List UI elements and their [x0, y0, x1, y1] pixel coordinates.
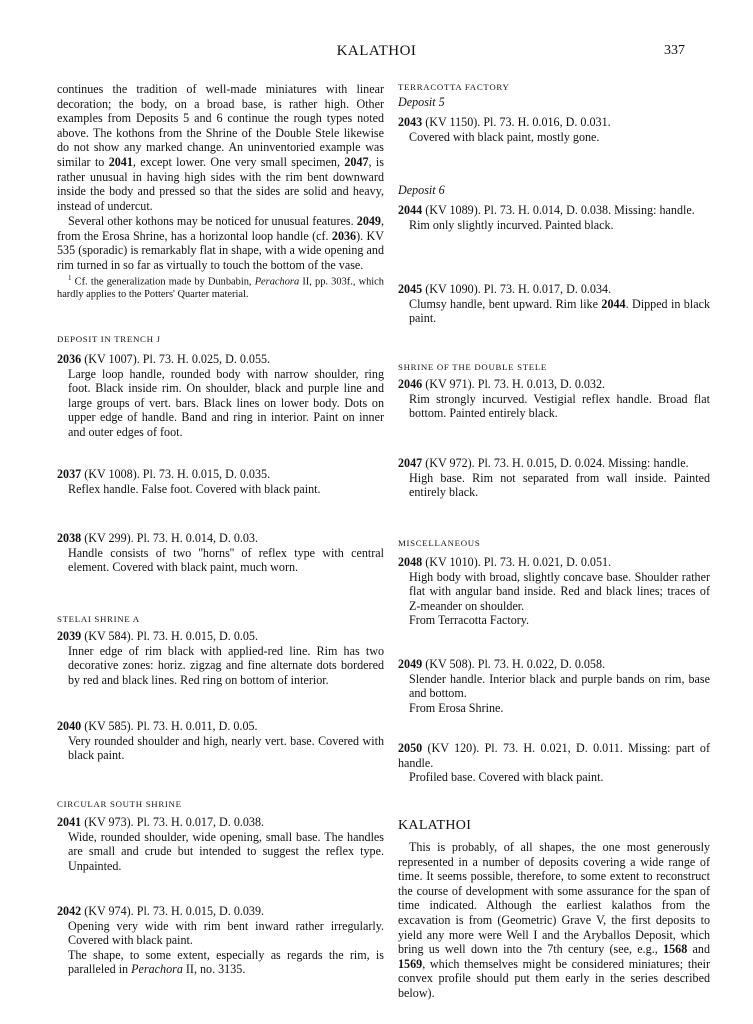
footnote-mark: 1	[68, 274, 72, 282]
entry-number: 2040	[57, 719, 82, 733]
entry-description: Rim strongly incurved. Vestigial reflex handle. Broad flat bottom. Painted entirely black.	[409, 391, 710, 421]
entry-description: Reflex handle. False foot. Covered with black paint.	[68, 481, 321, 496]
entry-description: High body with broad, slightly concave base. Shoulder rather flat with angular band inside. Red and black lines; traces of Z-meander on shoulder.	[409, 569, 710, 613]
entry-provenance: From Erosa Shrine.	[409, 700, 504, 715]
catalogue-entry-2041: 2041 (KV 973). Pl. 73. H. 0.017, D. 0.038. Wide, rounded shoulder, wide opening, small base. The handles are small and crude but intended to suggest the reflex type. Unpainted.	[57, 815, 384, 873]
catalogue-entry-2045: 2045 (KV 1090). Pl. 73. H. 0.017, D. 0.034. Clumsy handle, bent upward. Rim like 2044. Dipped in black paint.	[398, 282, 711, 326]
entry-description: Profiled base. Covered with black paint.	[409, 770, 604, 785]
catalogue-entry-2050: 2050 (KV 120). Pl. 73. H. 0.021, D. 0.011. Missing: part of handle. Profiled base. Covered with black paint.	[398, 741, 710, 785]
catalogue-entry-2049: 2049 (KV 508). Pl. 73. H. 0.022, D. 0.058. Slender handle. Interior black and purple bands on rim, base and bottom. From Erosa Shrine.	[398, 657, 710, 715]
entry-number: 2049	[398, 657, 423, 671]
entry-number: 2046	[398, 377, 423, 391]
intro-paragraph-2: Several other kothons may be noticed for unusual features. 2049, from the Erosa Shrine, has a horizontal loop handle (cf. 2036). KV 535 (sporadic) is remarkably flat in shape, with a wide opening and rim turned in so far as virtually to touch the bottom of the vase.	[57, 214, 384, 272]
cross-ref: 2047	[344, 154, 369, 169]
entry-number: 2036	[57, 352, 82, 366]
entry-description: Handle consists of two ''horns'' of reflex type with central element. Covered with black paint, much worn.	[68, 545, 384, 575]
entry-number: 2038	[57, 531, 82, 545]
entry-description: Slender handle. Interior black and purple bands on rim, base and bottom.	[409, 671, 710, 701]
entry-number: 2037	[57, 467, 82, 481]
cross-ref: 1568	[663, 942, 688, 957]
cross-ref: 2041	[108, 154, 133, 169]
entry-description: Very rounded shoulder and high, nearly vert. base. Covered with black paint.	[68, 733, 384, 763]
entry-provenance: From Terracotta Factory.	[409, 613, 530, 628]
running-head-title: KALATHOI	[336, 43, 417, 59]
entry-description: Rim only slightly incurved. Painted black.	[409, 217, 614, 232]
entry-number: 2043	[398, 115, 423, 129]
footnote: $^1$ Cf. the generalization made by Dunbabin, Perachora II, pp. 303f., which hardly applies to the Potters' Quarter material.	[57, 274, 384, 301]
entry-description: High base. Rim not separated from wall inside. Painted entirely black.	[409, 470, 710, 500]
cross-ref: 2044	[601, 296, 626, 311]
kalathoi-paragraph: This is probably, of all shapes, the one most generously represented in a number of deposits covering a wide range of time. It seems possible, therefore, to some extent to reconstruct the course of development with some assurance for the span of time indicated. Although the earliest kalathos from the excavation is from (Geometric) Grave V, the first deposits to yield any more were Well I and the Aryballos Deposit, which bring us well down into the 7th century (see, e.g., 1568 and 1569, which themselves might be considered miniatures; their convex profile should put them early in the series described below).	[398, 840, 710, 1000]
entry-description: Inner edge of rim black with applied-red line. Rim has two decorative zones: horiz. zigzag and fine alternate dots bordered by red and black lines. Red ring on bottom of interior.	[68, 643, 384, 687]
subheading-deposit-5: Deposit 5	[398, 95, 445, 109]
catalogue-entry-2039: 2039 (KV 584). Pl. 73. H. 0.015, D. 0.05. Inner edge of rim black with applied-red line. Rim has two decorative zones: horiz. zigzag and fine alternate dots bordered by red and black lines. Red ring on bottom of interior.	[57, 629, 384, 687]
section-title-kalathoi: KALATHOI	[398, 818, 472, 833]
catalogue-entry-2046: 2046 (KV 971). Pl. 73. H. 0.013, D. 0.032. Rim strongly incurved. Vestigial reflex handle. Broad flat bottom. Painted entirely black.	[398, 377, 710, 421]
cross-ref: 1569	[398, 956, 423, 971]
entry-number: 2047	[398, 456, 423, 470]
catalogue-entry-2040: 2040 (KV 585). Pl. 73. H. 0.011, D. 0.05. Very rounded shoulder and high, nearly vert. base. Covered with black paint.	[57, 719, 384, 763]
section-heading-terracotta-factory: TERRACOTTA FACTORY	[398, 82, 510, 92]
cross-ref: 2049	[356, 214, 381, 228]
entry-number: 2044	[398, 203, 423, 217]
catalogue-entry-2044: 2044 (KV 1089). Pl. 73. H. 0.014, D. 0.038. Missing: handle. Rim only slightly incurved. Painted black.	[398, 203, 710, 232]
entry-description: Opening very wide with rim bent inward rather irregularly. Covered with black paint.	[68, 918, 384, 948]
entry-note: The shape, to some extent, especially as regards the rim, is paralleled in Perachora II, no. 3135.	[68, 947, 384, 977]
section-heading-double-stele: SHRINE OF THE DOUBLE STELE	[398, 362, 548, 372]
entry-number: 2045	[398, 282, 423, 296]
entry-number: 2039	[57, 629, 82, 643]
catalogue-entry-2038: 2038 (KV 299). Pl. 73. H. 0.014, D. 0.03. Handle consists of two ''horns'' of reflex type with central element. Covered with black paint, much worn.	[57, 531, 384, 575]
catalogue-entry-2042: 2042 (KV 974). Pl. 73. H. 0.015, D. 0.039. Opening very wide with rim bent inward rather irregularly. Covered with black paint. The shape, to some extent, especially as regards the rim, is paralleled in Perachora II, no. 3135.	[57, 904, 384, 977]
catalogue-entry-2036: 2036 (KV 1007). Pl. 73. H. 0.025, D. 0.055. Large loop handle, rounded body with narrow shoulder, ring foot. Black inside rim. On shoulder, black and purple line and large groups of vert. bars. Black lines on lower body. Dots on upper edge of handle. Band and ring in interior. Paint on inner and outer edges of foot.	[57, 352, 384, 439]
catalogue-entry-2047: 2047 (KV 972). Pl. 73. H. 0.015, D. 0.024. Missing: handle. High base. Rim not separated from wall inside. Painted entirely black.	[398, 456, 710, 500]
section-heading-stelai-shrine-a: STELAI SHRINE A	[57, 614, 140, 624]
page-number: 337	[664, 43, 685, 58]
entry-description: Wide, rounded shoulder, wide opening, small base. The handles are small and crude but intended to suggest the reflex type. Unpainted.	[68, 829, 384, 873]
entry-description: Large loop handle, rounded body with narrow shoulder, ring foot. Black inside rim. On shoulder, black and purple line and large groups of vert. bars. Black lines on lower body. Dots on upper edge of handle. Band and ring in interior. Paint on inner and outer edges of foot.	[68, 366, 384, 439]
section-heading-miscellaneous: MISCELLANEOUS	[398, 538, 481, 548]
entry-description: Covered with black paint, mostly gone.	[409, 129, 600, 144]
catalogue-entry-2048: 2048 (KV 1010). Pl. 73. H. 0.021, D. 0.051. High body with broad, slightly concave base. Shoulder rather flat with angular band inside. Red and black lines; traces of Z-meander on shoulder. From Terracotta Factory.	[398, 555, 710, 628]
intro-paragraph-1: continues the tradition of well-made miniatures with linear decoration; the body, on a broad base, is rather high. Other examples from Deposits 5 and 6 continue the rough types noted above. The kothons from the Shrine of the Double Stele likewise do not show any marked change. An uninventoried example was similar to 2041, except lower. One very small specimen, 2047, is rather unusual in having high sides with the rim bent downward inside the body and pressed so that the sides are solid and heavy, instead of undercut.	[57, 82, 384, 213]
entry-number: 2042	[57, 904, 82, 918]
entry-number: 2048	[398, 555, 423, 569]
entry-number: 2050	[398, 741, 423, 755]
section-heading-circular-south-shrine: CIRCULAR SOUTH SHRINE	[57, 799, 182, 809]
subheading-deposit-6: Deposit 6	[398, 183, 445, 197]
entry-number: 2041	[57, 815, 82, 829]
cross-ref: 2036	[331, 228, 357, 243]
section-heading-trench-j: DEPOSIT IN TRENCH J	[57, 334, 161, 344]
entry-description: Clumsy handle, bent upward. Rim like 2044. Dipped in black paint.	[409, 296, 711, 326]
catalogue-entry-2043: 2043 (KV 1150). Pl. 73. H. 0.016, D. 0.031. Covered with black paint, mostly gone.	[398, 115, 710, 144]
catalogue-entry-2037: 2037 (KV 1008). Pl. 73. H. 0.015, D. 0.035. Reflex handle. False foot. Covered with black paint.	[57, 467, 384, 496]
